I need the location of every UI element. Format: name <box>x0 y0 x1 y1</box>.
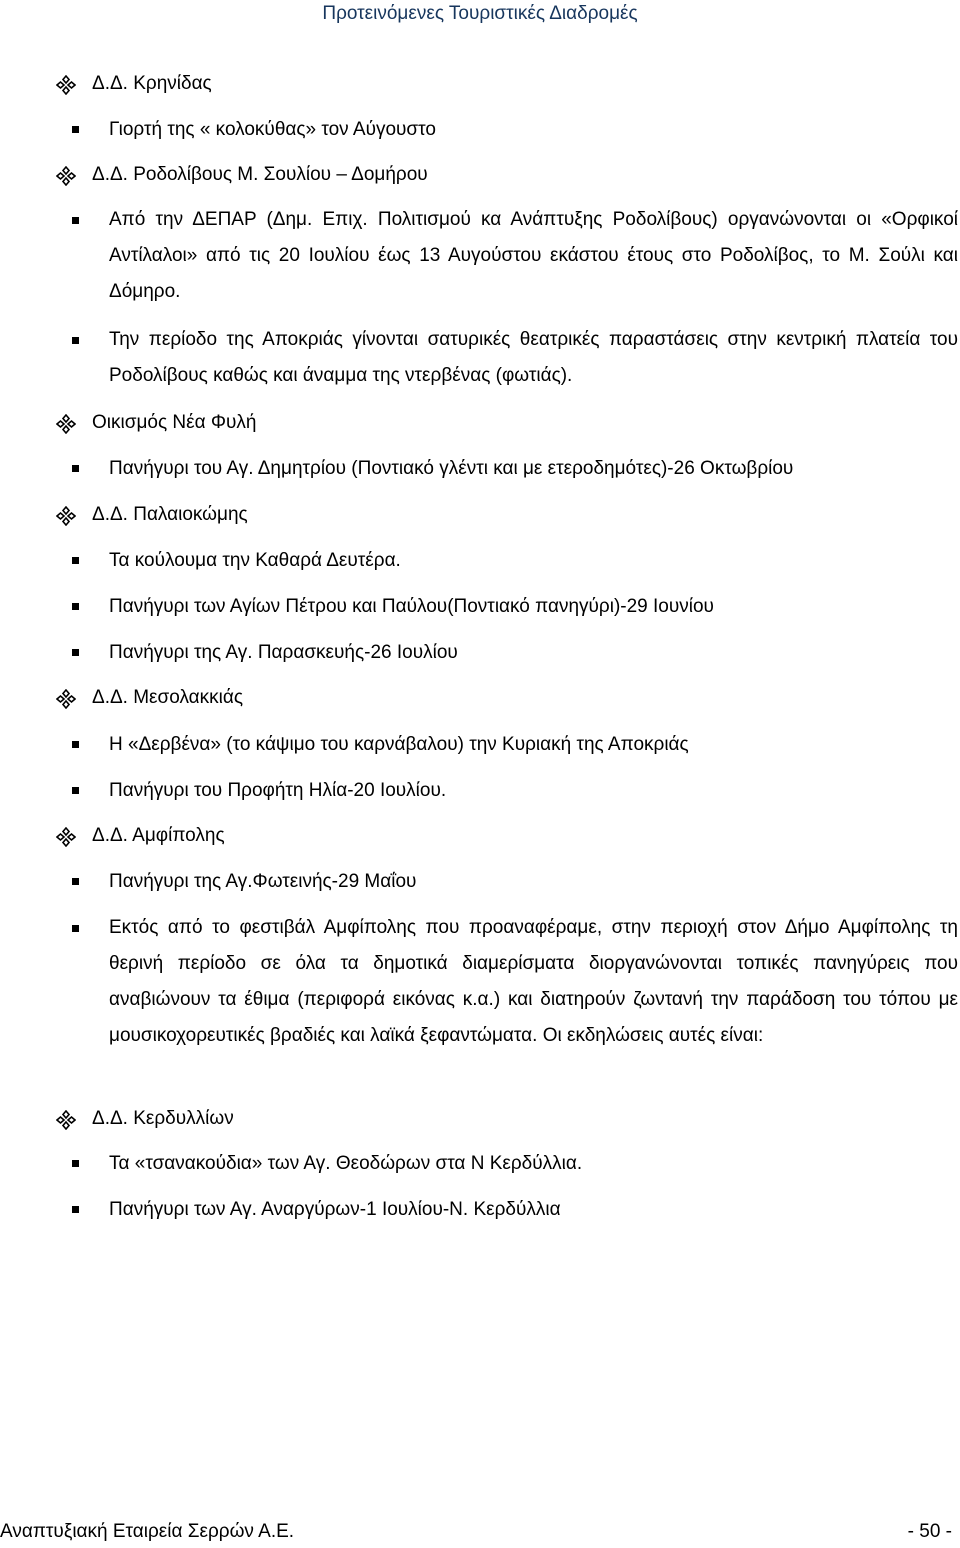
square-bullet-icon <box>72 741 79 748</box>
section-heading: Δ.Δ. Κρηνίδας <box>92 73 212 94</box>
four-diamond-icon <box>56 689 76 709</box>
list-item: Πανήγυρι του Προφήτη Ηλία-20 Ιουλίου. <box>109 780 447 801</box>
list-item: Από την ΔΕΠΑΡ (Δημ. Επιχ. Πολιτισμού κα Ανάπτυξης Ροδολίβους) οργανώνονται οι «Ορφικοί Αντίλαλοι» από τις 20 Ιουλίου έως 13 Αυγούστου εκάστου έτους στο Ροδολίβος, το Μ. Σούλι και Δόμηρο. <box>109 209 958 302</box>
page-header-title: Προτεινόμενες Τουριστικές Διαδρομές <box>322 3 638 24</box>
four-diamond-icon <box>56 827 76 847</box>
four-diamond-icon <box>56 506 76 526</box>
four-diamond-icon <box>56 75 76 95</box>
section-heading: Δ.Δ. Παλαιοκώμης <box>92 504 248 525</box>
square-bullet-icon <box>72 337 79 344</box>
list-item: Γιορτή της « κολοκύθας» τον Αύγουστο <box>109 119 436 140</box>
square-bullet-icon <box>72 925 79 932</box>
square-bullet-icon <box>72 1206 79 1213</box>
four-diamond-icon <box>56 1110 76 1130</box>
list-item: Εκτός από το φεστιβάλ Αμφίπολης που προαναφέραμε, στην περιοχή στον Δήμο Αμφίπολης τη θερινή περίοδο σε όλα τα δημοτικά διαμερίσματα διοργανώνονται τοπικές πανηγύρεις που αναβιώνουν τα έθιμα (περιφορά εικόνας κ.α.) και διατηρούν ζωντανή την παράδοση του τόπου με μουσικοχορευτικές βραδιές και λαϊκά ξεφαντώματα. Οι εκδηλώσεις αυτές είναι: <box>109 917 958 1046</box>
square-bullet-icon <box>72 557 79 564</box>
square-bullet-icon <box>72 649 79 656</box>
square-bullet-icon <box>72 878 79 885</box>
square-bullet-icon <box>72 787 79 794</box>
square-bullet-icon <box>72 1160 79 1167</box>
section-heading: Δ.Δ. Ροδολίβους Μ. Σουλίου – Δομήρου <box>92 164 428 185</box>
section-heading: Δ.Δ. Μεσολακκιάς <box>92 687 244 708</box>
four-diamond-icon <box>56 166 76 186</box>
list-item: Τα «τσανακούδια» των Αγ. Θεοδώρων στα Ν Κερδύλλια. <box>109 1153 583 1174</box>
section-heading: Δ.Δ. Αμφίπολης <box>92 825 225 846</box>
list-item: Πανήγυρι των Αγ. Αναργύρων-1 Ιουλίου-Ν. Κερδύλλια <box>109 1199 561 1220</box>
section-heading: Οικισμός Νέα Φυλή <box>92 412 257 433</box>
list-item: Τα κούλουμα την Καθαρά Δευτέρα. <box>109 550 401 571</box>
list-item: Πανήγυρι των Αγίων Πέτρου και Παύλου(Ποντιακό πανηγύρι)-29 Ιουνίου <box>109 596 714 617</box>
footer-page-number: - 50 - <box>907 1521 952 1542</box>
footer-organization: Αναπτυξιακή Εταιρεία Σερρών Α.Ε. <box>0 1521 295 1542</box>
list-item: Πανήγυρι της Αγ.Φωτεινής-29 Μαΐου <box>109 871 417 892</box>
four-diamond-icon <box>56 414 76 434</box>
square-bullet-icon <box>72 217 79 224</box>
list-item: Την περίοδο της Αποκριάς γίνονται σατυρικές θεατρικές παραστάσεις στην κεντρική πλατεία του Ροδολίβους καθώς και άναμμα της ντερβένας (φωτιάς). <box>109 329 958 386</box>
section-heading: Δ.Δ. Κερδυλλίων <box>92 1108 234 1129</box>
list-item: Πανήγυρι της Αγ. Παρασκευής-26 Ιουλίου <box>109 642 458 663</box>
list-item: Πανήγυρι του Αγ. Δημητρίου (Ποντιακό γλέντι και με ετεροδημότες)-26 Οκτωβρίου <box>109 458 794 479</box>
list-item: Η «Δερβένα» (το κάψιμο του καρνάβαλου) την Κυριακή της Αποκριάς <box>109 734 689 755</box>
square-bullet-icon <box>72 465 79 472</box>
square-bullet-icon <box>72 603 79 610</box>
square-bullet-icon <box>72 126 79 133</box>
